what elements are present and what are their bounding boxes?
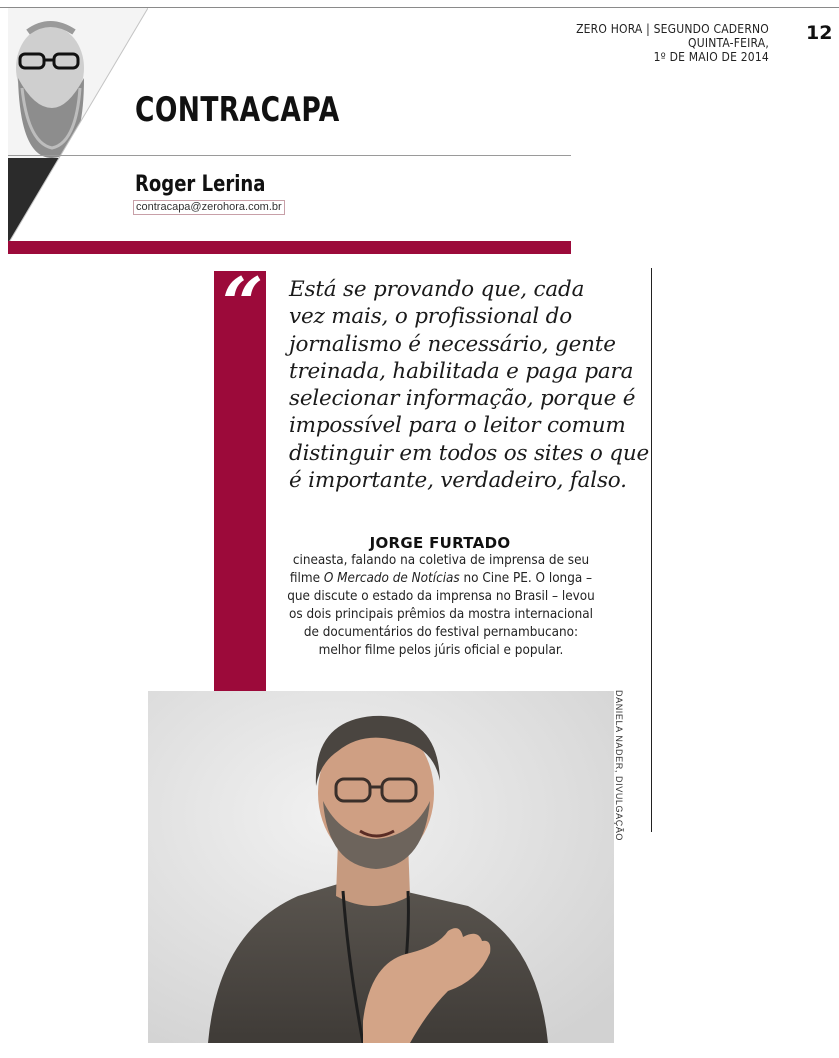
quote-line: treinada, habilitada e paga para bbox=[289, 358, 634, 384]
masthead bbox=[576, 22, 769, 64]
quote-line: impossível para o leitor comum bbox=[289, 413, 626, 439]
masthead-date: 1º DE MAIO DE 2014 bbox=[653, 50, 769, 64]
masthead-weekday: QUINTA-FEIRA, bbox=[688, 36, 769, 50]
quote-line: vez mais, o profissional do bbox=[289, 304, 572, 330]
caption-line: que discute o estado da imprensa no Brasil – levou bbox=[287, 589, 595, 604]
caption-line: de documentários do festival pernambucano: bbox=[303, 625, 579, 640]
speaker-photo bbox=[148, 691, 614, 1043]
quote-line: Está se provando que, cada bbox=[289, 277, 585, 302]
quote-line: selecionar informação, porque é bbox=[289, 386, 636, 412]
caption-line bbox=[282, 570, 600, 588]
columnist-portrait bbox=[8, 8, 148, 244]
column-divider bbox=[651, 268, 652, 832]
columnist-name: Roger Lerina bbox=[135, 172, 266, 197]
caption-text: filme bbox=[289, 571, 324, 586]
columnist-email-link[interactable]: contracapa@zerohora.com.br bbox=[133, 200, 285, 215]
quote-mark-icon: “ bbox=[222, 261, 264, 346]
caption-line: melhor filme pelos júris oficial e popular. bbox=[318, 643, 564, 658]
film-title: O Mercado de Notícias bbox=[323, 571, 460, 586]
quote-line: jornalismo é necessário, gente bbox=[289, 331, 616, 357]
caption-line: cineasta, falando na coletiva de imprensa de seu bbox=[292, 553, 590, 568]
pull-quote bbox=[289, 276, 650, 494]
speaker-caption bbox=[282, 552, 600, 660]
quote-line: é importante, verdadeiro, falso. bbox=[289, 468, 627, 494]
photo-credit: DANIELA NADER, DIVULGAÇÃO bbox=[614, 690, 624, 842]
header-accent-bar bbox=[8, 241, 571, 254]
masthead-publication: ZERO HORA | SEGUNDO CADERNO bbox=[576, 22, 769, 36]
caption-text: no Cine PE. O longa – bbox=[459, 571, 593, 586]
header-divider bbox=[8, 155, 571, 156]
section-title: CONTRACAPA bbox=[135, 90, 340, 130]
quote-line: distinguir em todos os sites o que bbox=[289, 440, 650, 466]
speaker-name: JORGE FURTADO bbox=[369, 534, 511, 552]
caption-line: os dois principais prêmios da mostra internacional bbox=[289, 607, 593, 622]
page-number: 12 bbox=[806, 22, 833, 44]
